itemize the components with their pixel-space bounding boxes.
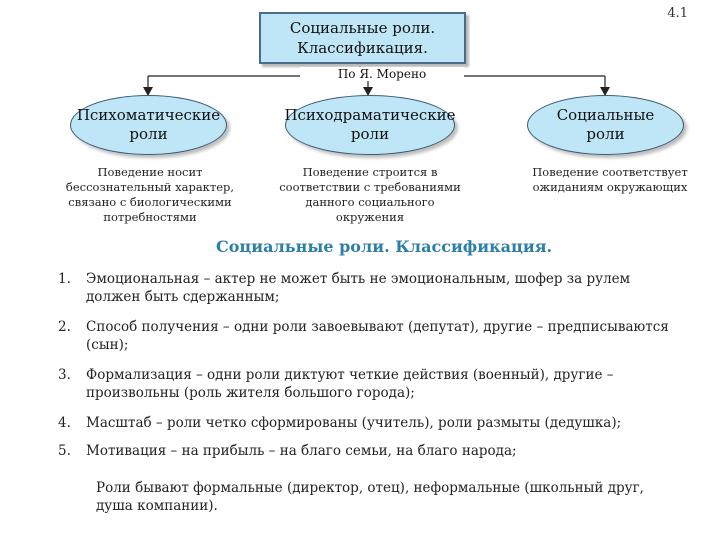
list-item [58,270,698,306]
desc-line: Поведение соответствует [532,165,688,179]
role-desc-psychodramatic [275,165,465,225]
roles-note [96,479,696,515]
list-item-text [86,442,517,460]
list-item-line: Мотивация – на прибыль – на благо семьи, на благо народа; [86,443,517,459]
list-item-text [86,366,613,402]
desc-line: бессознательный характер, [65,180,235,194]
list-item-line: Способ получения – одни роли завоевывают (депутат), другие – предписываются [86,319,669,335]
note-line: душа компании). [96,498,218,514]
list-item-line: Формализация – одни роли диктуют четкие действия (военный), другие – [86,367,614,383]
list-item-number: 2. [58,319,71,335]
desc-line: соответствии с требованиями [279,180,461,194]
list-item-line: Масштаб – роли четко сформированы (учитель), роли размыты (дедушка); [86,415,622,431]
slide-number: 4.1 [667,6,688,21]
desc-line: Поведение строится в [302,165,438,179]
desc-line: Поведение носит [97,165,203,179]
list-item [58,318,708,354]
list-item-text [86,270,630,306]
role-psychosomatic [70,95,227,155]
list-item-line: должен быть сдержанным; [86,289,280,305]
section-heading: Социальные роли. Классификация. [216,237,553,256]
role-name-line2: роли [586,125,625,143]
title-box [259,12,466,64]
role-psychodramatic [285,95,455,155]
role-desc-psychosomatic [55,165,245,225]
role-name-line1: Психодраматические [284,106,456,124]
desc-line: окружения [335,210,405,224]
role-name-line2: роли [129,125,168,143]
role-desc-social [515,165,705,195]
list-item [58,442,698,460]
list-item-line: (сын); [86,337,129,353]
role-name-line1: Социальные [556,106,655,124]
desc-line: данного социального [305,195,435,209]
title-line-1: Социальные роли. [289,19,436,37]
list-item-line: произвольны (роль жителя большого города); [86,385,415,401]
desc-line: связано с биологическими [68,195,232,209]
list-item-line: Эмоциональная – актер не может быть не эмоциональным, шофер за рулем [86,271,631,287]
role-name-line2: роли [350,125,390,143]
role-social [527,95,684,155]
list-item-number: 4. [58,415,71,431]
desc-line: ожиданиям окружающих [532,180,688,194]
note-line: Роли бывают формальные (директор, отец), неформальные (школьный друг, [96,480,644,496]
list-item [58,366,698,402]
list-item-text [86,414,621,432]
title-line-2: Классификация. [297,39,428,57]
list-item-text [86,318,669,354]
list-item [58,414,698,432]
list-item-number: 1. [58,271,71,287]
role-name-line1: Психоматические [76,106,221,124]
list-item-number: 5. [58,443,71,459]
author-label: По Я. Морено [300,67,464,81]
list-item-number: 3. [58,367,71,383]
desc-line: потребностями [103,210,197,224]
